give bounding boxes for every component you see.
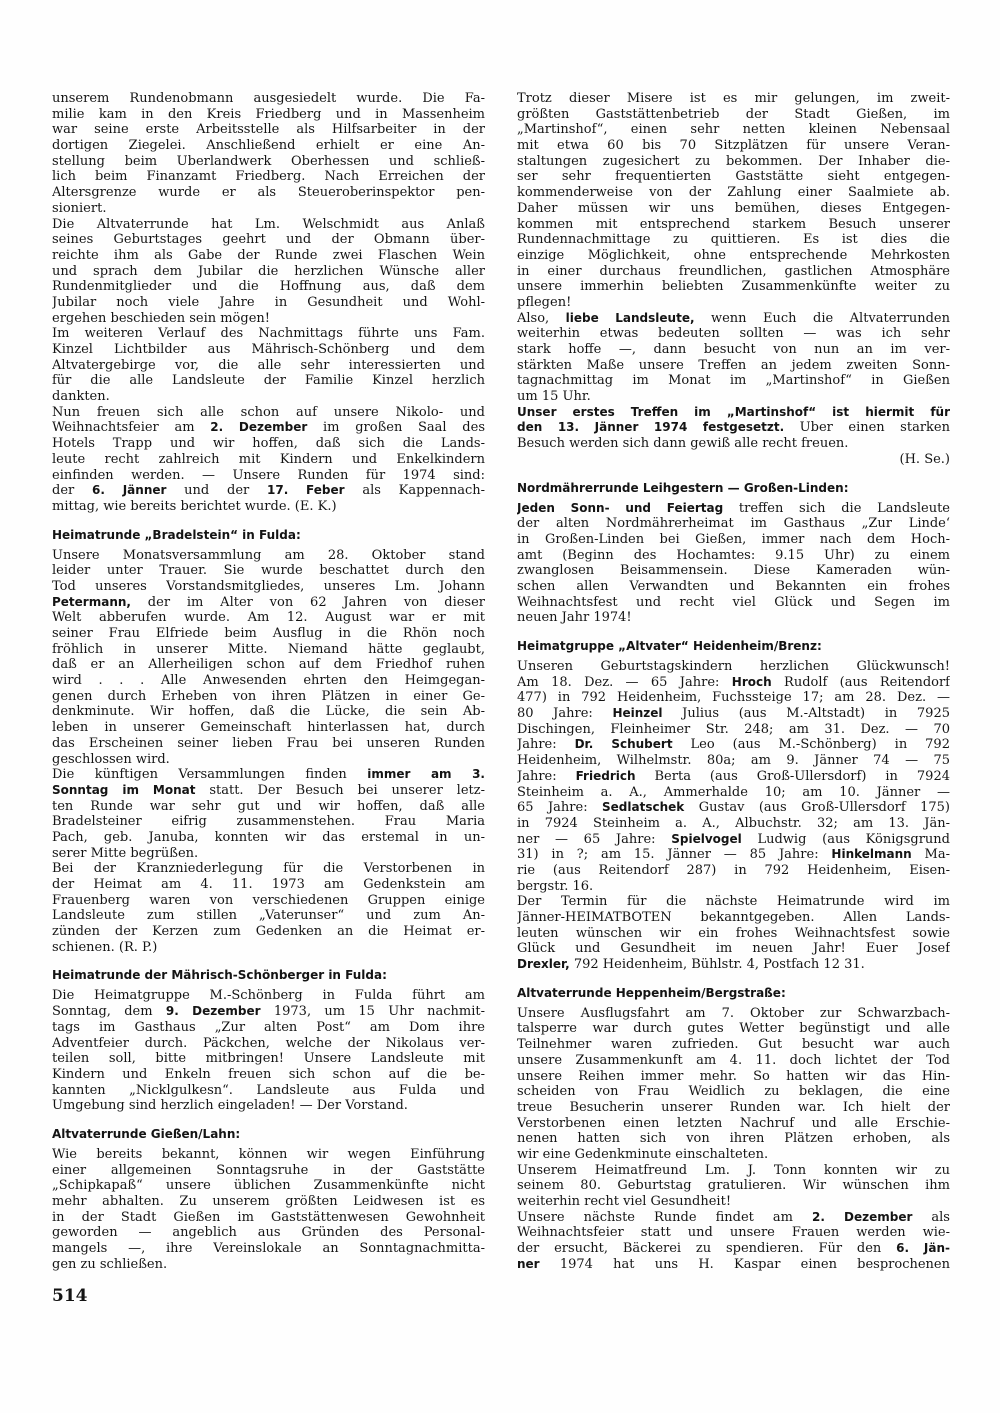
text-line: unsere immerhin beliebten Zusammenkünfte weiter zu	[517, 279, 950, 295]
bold-text: Sedlatschek	[602, 800, 685, 815]
text-segment: Berta (aus Groß-Ullersdorf) in 7924	[635, 768, 950, 784]
paragraph	[52, 988, 485, 1114]
text-line: der Heimat am 4. 11. 1973 am Gedenkstein am	[52, 877, 485, 892]
bold-text: Hroch	[731, 674, 772, 689]
paragraph	[52, 326, 485, 404]
text-line: Jubilar noch viele Jahre in Gesundheit und Wohl-	[52, 294, 485, 310]
text-line: Teilnehmer waren zufrieden. Gut besucht war auch	[517, 1037, 950, 1053]
text-line	[517, 1210, 950, 1226]
paragraph	[52, 1147, 485, 1273]
text-line: nenen hatten sich von ihren Plätzen erhoben, als	[517, 1131, 950, 1147]
text-line: leider unter Trauer. Sie wurde beschattet durch den	[52, 563, 485, 579]
text-line: unsere Zusammenkunft am 4. 11. doch lichtet der Tod	[517, 1052, 950, 1068]
bold-text: Hinkelmann	[831, 847, 912, 862]
text-line: denkminute. Wir hoffen, daß die Lücke, die sein Ab-	[52, 704, 485, 720]
text-segment: als	[912, 1209, 950, 1225]
section-heading: Heimatgruppe „Altvater“ Heidenheim/Brenz:	[517, 639, 822, 653]
text-line: für die alle Landsleute der Familie Kinzel herzlich	[52, 373, 485, 389]
bold-text: Dr. Schubert	[574, 737, 673, 752]
text-line: seinem 80. Geburtstag gratulieren. Wir wünschen ihm	[517, 1178, 950, 1194]
text-line: Wie bereits bekannt, können wir wegen Einführung	[52, 1146, 485, 1162]
text-line: unsere Reihen immer mehr. So hatten wir das Hin-	[517, 1068, 950, 1084]
bold-text: Drexler,	[517, 957, 570, 972]
text-line: Hotels Trapp und wir hoffen, daß sich die Lands-	[52, 436, 485, 452]
bold-text: Heinzel	[612, 706, 663, 721]
text-line	[517, 501, 950, 517]
text-line: Die Altvaterrunde hat Lm. Welschmidt aus Anlaß	[52, 216, 485, 232]
text-line: Bradelsteiner eifrig zusammenstehen. Frau Maria	[52, 814, 485, 830]
text-line: ten Runde war sehr gut und wir hoffen, daß alle	[52, 798, 485, 814]
text-line: in einer durchaus freundlichen, gastlichen Atmosphäre	[517, 263, 950, 279]
text-line: in Großen-Linden bei Gießen, immer nach dem Hoch-	[517, 531, 950, 547]
text-line: stark hoffe —, dann besucht von nun an im ver-	[517, 342, 950, 357]
paragraph	[52, 405, 485, 515]
text-segment: Unsere nächste Runde findet am	[517, 1209, 813, 1225]
text-line	[517, 405, 950, 421]
text-line: Der Termin für die nächste Heimatrunde wird im	[517, 894, 950, 910]
text-segment: Jahre:	[517, 737, 575, 753]
text-segment: der	[52, 483, 92, 499]
text-segment: der im Alter von 62 Jahren von dieser	[130, 594, 485, 610]
text-line: Altvatergebirge vor, die alle sehr interessierten und	[52, 357, 485, 373]
text-line: Landsleute zum stillen „Vaterunser“ und zum An-	[52, 908, 485, 924]
text-line: tags im Gasthaus „Zur alten Post“ am Dom ihre	[52, 1019, 485, 1035]
text-line: Kindern und Enkeln freuen sich schon auf die be-	[52, 1066, 485, 1082]
text-line: weiterhin etwas bedeuten sollten — was ich sehr	[517, 326, 950, 342]
text-line: reichte ihm als Gabe der Runde zwei Flaschen Wein	[52, 247, 485, 263]
section-heading: Altvaterrunde Gießen/Lahn:	[52, 1126, 241, 1141]
text-line: treue Besucherin unserer Runden war. Ich hielt der	[517, 1099, 950, 1115]
bold-text: den 13. Jänner 1974 festgesetzt.	[517, 420, 785, 435]
text-line: Kinzel Lichtbilder aus Mährisch-Schönberg und dem	[52, 342, 485, 357]
text-line: mehr abhalten. Zu unserem größten Leidwesen ist es	[52, 1194, 485, 1209]
text-line	[52, 783, 485, 799]
text-line: seiner Frau Elfriede beim Ausflug in die Rhön noch	[52, 626, 485, 641]
bold-text: 6. Jänner	[92, 483, 167, 498]
section-heading: Altvaterrunde Heppenheim/Bergstraße:	[517, 985, 786, 1000]
paragraph	[517, 501, 950, 627]
text-line	[517, 675, 950, 691]
text-line: Nun freuen sich alle schon auf unsere Nikolo- und	[52, 404, 485, 420]
text-line: neuen Jahr 1974!	[517, 610, 632, 626]
text-line: ergehen beschieden sein mögen!	[52, 310, 270, 326]
text-line	[517, 769, 950, 785]
text-line: gen zu schließen.	[52, 1256, 168, 1272]
text-line: Besuch werden sich dann gewiß alle recht freuen.	[517, 436, 849, 452]
text-line: genen durch Erheben von ihren Plätzen in einer Ge-	[52, 688, 485, 704]
text-segment: Ma-	[911, 847, 950, 863]
text-line	[517, 832, 950, 848]
text-segment: der ersucht, Bäckerei zu spendieren. Für den	[517, 1241, 897, 1257]
text-segment: statt. Der Besuch bei unserer letz-	[195, 782, 485, 798]
text-line: scheiden von Frau Weidlich zu beklagen, die eine	[517, 1084, 950, 1100]
text-line: mangels —, ihre Vereinslokale an Sonntagnachmitta-	[52, 1241, 485, 1257]
bold-text: Spielvogel	[671, 831, 742, 846]
text-line: dankten.	[52, 389, 110, 405]
bold-text: 2. Dezember	[210, 420, 308, 435]
text-line: leben in unserer Gemeinschaft hinterlassen hat, durch	[52, 720, 485, 736]
text-line: daß er an Allerheiligen schon auf dem Friedhof ruhen	[52, 657, 485, 673]
text-line: leuten wünschen wir ein frohes Weihnachtsfest sowie	[517, 925, 950, 941]
text-line: kannten „Nicklgulkesn“. Landsleute aus Fulda und	[52, 1082, 485, 1098]
text-line: pflegen!	[517, 294, 572, 310]
text-segment: 80 Jahre:	[517, 706, 613, 722]
text-line: „Martinshof“, einen sehr netten kleinen Nebensaal	[517, 122, 950, 138]
bold-text: 2. Dezember	[812, 1209, 913, 1224]
text-line	[517, 420, 950, 436]
bold-text: 6. Jän-	[896, 1241, 950, 1256]
text-line: Umgebung sind herzlich eingeladen! — Der Vorstand.	[52, 1098, 408, 1114]
bold-text: Sonntag im Monat	[52, 782, 196, 797]
text-line: einfinden werden. — Unsere Runden für 1974 sind:	[52, 467, 485, 483]
text-line: talsperre war durch gutes Wetter begünstigt und alle	[517, 1021, 950, 1037]
text-line: sioniert.	[52, 200, 107, 216]
paragraph	[52, 91, 485, 217]
text-line: in der Stadt Gießen im Gaststättenwesen Gewohnheit	[52, 1209, 485, 1225]
text-segment: 31) in ?; am 15. Jänner — 85 Jahre:	[517, 847, 832, 863]
text-line: größten Gaststättenbetrieb der Stadt Gießen, im	[517, 106, 950, 122]
text-line: Altersgrenze wurde er als Steueroberinspektor pen-	[52, 185, 485, 201]
author-initials: (H. Se.)	[899, 451, 950, 467]
text-line: Bei der Kranzniederlegung für die Verstorbenen in	[52, 861, 485, 877]
text-line	[52, 1004, 485, 1020]
paragraph	[517, 1163, 950, 1210]
text-segment: Julius (aus M.-Altstadt) in 7925	[662, 706, 950, 722]
text-line: Adventfeier durch. Päckchen, welche der Nikolaus ver-	[52, 1035, 485, 1051]
text-line	[517, 706, 950, 722]
text-segment: Also,	[517, 310, 566, 326]
text-segment: als Kappennach-	[344, 483, 485, 499]
text-line	[517, 800, 950, 816]
paragraph	[52, 217, 485, 327]
section-heading: Heimatrunde „Bradelstein“ in Fulda:	[52, 527, 301, 542]
text-line: Jänner-HEIMATBOTEN bekanntgegeben. Allen Lands-	[517, 910, 950, 925]
text-line: leute recht zahlreich mit Kindern und Enkelkindern	[52, 451, 485, 467]
text-line: Unseren Geburtstagskindern herzlichen Glückwunsch!	[517, 659, 950, 674]
paragraph	[52, 767, 485, 861]
text-line: seines Geburtstages geehrt und der Obmann über-	[52, 232, 485, 248]
text-line: zwanglosen Beisammensein. Diese Kameraden wün-	[517, 563, 950, 579]
text-segment: Ludwig (aus Königsgrund	[741, 831, 950, 847]
bold-text: Friedrich	[575, 768, 636, 783]
text-line: geschlossen wird.	[52, 751, 170, 767]
paragraph	[52, 861, 485, 955]
text-segment: Am 18. Dez. — 65 Jahre:	[517, 674, 732, 690]
paragraph	[517, 659, 950, 894]
text-segment: und der	[166, 483, 267, 499]
text-line	[52, 483, 485, 499]
paragraph	[52, 548, 485, 768]
text-line: der alten Nordmährerheimat im Gasthaus „Zur Linde‘	[517, 516, 950, 532]
text-line: Dischingen, Fleinheimer Str. 248; am 31. Dez. — 70	[517, 721, 950, 737]
text-line: um 15 Uhr.	[517, 389, 591, 405]
text-line: „Schipkapaß“ unsere üblichen Zusammenkünfte nicht	[52, 1178, 485, 1194]
text-line: mittag, wie bereits berichtet wurde. (E. K.)	[52, 498, 337, 514]
text-line: Unsere Ausflugsfahrt am 7. Oktober zur Schwarzbach-	[517, 1005, 950, 1021]
bold-text: 17. Feber	[267, 483, 345, 498]
text-line: zünden der Kerzen zum Gedenken an die Heimat er-	[52, 924, 485, 940]
text-segment: Leo (aus M.-Schönberg) in 792	[672, 737, 950, 753]
text-line: unserem Rundenobmann ausgesiedelt wurde. Die Fa-	[52, 91, 485, 106]
text-line: Unserem Heimatfreund Lm. J. Tonn konnten wir zu	[517, 1162, 950, 1178]
text-line: Welt abberufen wurde. Am 12. August war er mit	[52, 610, 485, 626]
text-line: Rundenmitglieder und die Hoffnung aus, daß dem	[52, 279, 485, 295]
text-line: schienen. (R. P.)	[52, 939, 158, 955]
bold-text: immer am 3.	[367, 767, 485, 782]
text-line	[517, 737, 950, 753]
text-segment: 1973, um 15 Uhr nachmit-	[260, 1004, 485, 1020]
text-line: Rundennachmittage zu quittieren. Es ist dies die	[517, 232, 950, 248]
text-line: Die Heimatgruppe M.-Schönberg in Fulda führt am	[52, 988, 485, 1004]
text-segment: treffen sich die Landsleute	[723, 500, 950, 516]
paragraph	[517, 1210, 950, 1273]
text-segment: ner — 65 Jahre:	[517, 831, 672, 847]
text-line: bergstr. 16.	[517, 878, 594, 894]
text-line: tagnachmittag im Monat im „Martinshof“ in Gießen	[517, 373, 950, 389]
section-heading: Nordmährerrunde Leihgestern — Großen-Linden:	[517, 480, 849, 495]
paragraph	[517, 405, 950, 452]
text-line: Verstorbenen einen letzten Nachruf und alle Erschie-	[517, 1115, 950, 1131]
text-line: Daher müssen wir uns bemühen, dieses Entgegen-	[517, 200, 950, 216]
bold-text: 9. Dezember	[165, 1004, 261, 1019]
text-segment: Rudolf (aus Reitendorf	[771, 674, 950, 690]
text-line: wird . . . Alle Anwesenden ehrten den Heimgegan-	[52, 673, 485, 689]
text-line: Heidenheim, Wilhelmstr. 80a; am 9. Jänner 74 — 75	[517, 753, 950, 769]
text-line: kommen mit entsprechend starkem Besuch unserer	[517, 216, 950, 232]
text-segment: 1974 hat uns H. Kaspar einen besprochenen	[539, 1256, 950, 1272]
text-line: Tod unseres Vorstandsmitgliedes, unseres Lm. Johann	[52, 578, 485, 594]
text-line: stärkten Maße unsere Treffen an jedem zweiten Sonn-	[517, 357, 950, 373]
text-line: und sprach dem Jubilar die herzlichen Wünsche aller	[52, 263, 485, 279]
text-line: Glück und Gesundheit im neuen Jahr! Euer Josef	[517, 941, 950, 957]
text-line: Im weiteren Verlauf des Nachmittags führte uns Fam.	[52, 326, 485, 342]
text-segment: 65 Jahre:	[517, 800, 603, 816]
paragraph	[517, 894, 950, 972]
text-segment: Gustav (aus Groß-Ullersdorf 175)	[684, 800, 950, 816]
text-segment: Sonntag, dem	[52, 1004, 166, 1020]
left-column	[52, 91, 485, 1272]
text-segment: Weihnachtsfeier am	[52, 420, 211, 436]
paragraph	[517, 311, 950, 405]
text-line: wir eine Gedenkminute einschalteten.	[517, 1146, 769, 1162]
text-line: teilen soll, bitte mitbringen! Unsere Landsleute mit	[52, 1051, 485, 1067]
text-line: Weihnachtsfeier statt und unsere Frauen werden wie-	[517, 1225, 950, 1241]
text-line: in 7924 Steinheim a. A., Albuchstr. 32; am 13. Jän-	[517, 815, 950, 831]
bold-text: Jeden Sonn- und Feiertag	[517, 500, 724, 515]
text-line	[52, 420, 485, 436]
text-line: amt (Beginn des Hochamtes: 9.15 Uhr) zu einem	[517, 547, 950, 563]
paragraph	[517, 1006, 950, 1163]
text-segment: im großen Saal des	[307, 420, 485, 436]
bold-text: Unser erstes Treffen im „Martinshof“ ist hiermit für	[517, 404, 950, 419]
text-line	[52, 767, 485, 783]
text-line: das Erscheinen seiner lieben Frau bei unseren Runden	[52, 735, 485, 751]
text-line: fröhlich in unserer Mitte. Niemand hätte geglaubt,	[52, 641, 485, 657]
bold-text: liebe Landsleute,	[565, 310, 695, 325]
text-line: rie (aus Reitendorf 287) in 792 Heidenheim, Eisen-	[517, 862, 950, 878]
text-line: lich beim Finanzamt Friedberg. Nach Erreichen der	[52, 169, 485, 185]
text-line: war seine erste Arbeitsstelle als Hilfsarbeiter in der	[52, 122, 485, 138]
text-segment: 792 Heidenheim, Bühlstr. 4, Postfach 12 31.	[569, 957, 865, 973]
page-number: 514	[52, 1286, 88, 1306]
text-line: Unsere Monatsversammlung am 28. Oktober stand	[52, 547, 485, 563]
text-segment: Die künftigen Versammlungen finden	[52, 767, 368, 783]
section-heading: Heimatrunde der Mährisch-Schönberger in Fulda:	[52, 968, 387, 983]
paragraph	[517, 91, 950, 311]
bold-text: Petermann,	[52, 594, 131, 609]
text-line: Trotz dieser Misere ist es mir gelungen, im zweit-	[517, 91, 950, 106]
text-line: staltungen zugesichert zu bekommen. Der Inhaber die-	[517, 153, 950, 169]
text-line: kommenderweise von der Zahlung einer Saalmiete ab.	[517, 185, 950, 201]
text-line	[517, 311, 950, 327]
text-line: einer allgemeinen Sonntagsruhe in der Gaststätte	[52, 1162, 485, 1178]
text-line: Weihnachtsfest und recht viel Glück und Segen im	[517, 594, 950, 610]
right-column	[517, 91, 950, 1272]
text-segment: Über einen starken	[784, 420, 950, 436]
text-line: geworden — angeblich aus Gründen des Personal-	[52, 1225, 485, 1241]
text-segment: wenn Euch die Altvaterrunden	[694, 310, 950, 326]
text-segment: Jahre:	[517, 768, 576, 784]
text-line: mit etwa 60 bis 70 Sitzplätzen für unsere Veran-	[517, 138, 950, 154]
text-line	[517, 1241, 950, 1257]
text-line: milie kam in den Kreis Friedberg und in Massenheim	[52, 106, 485, 122]
text-line: schen allen Verwandten und Bekannten ein frohes	[517, 578, 950, 594]
text-line	[517, 1257, 950, 1273]
text-line	[517, 847, 950, 863]
text-line: ser sehr frequentierten Gaststätte sieht entgegen-	[517, 169, 950, 185]
text-line: Steinheim a. A., Ammerhalde 10; am 10. Jänner —	[517, 784, 950, 800]
text-line: einzige Möglichkeit, ohne entsprechende Mehrkosten	[517, 247, 950, 263]
text-line: 477) in 792 Heidenheim, Fuchssteige 17; am 28. Dez. —	[517, 690, 950, 706]
text-line: Pach, geb. Januba, konnten wir das erstemal in un-	[52, 829, 485, 845]
bold-text: ner	[517, 1256, 540, 1271]
text-line	[517, 957, 950, 973]
text-line	[52, 595, 485, 611]
text-line: weiterhin recht viel Gesundheit!	[517, 1194, 732, 1209]
text-line: Frauenberg waren von verschiedenen Gruppen einige	[52, 892, 485, 908]
text-line: dortigen Ziegelei. Anschließend erhielt er eine An-	[52, 138, 485, 154]
text-line: stellung beim Überlandwerk Oberhessen und schließ-	[52, 153, 485, 169]
text-line: serer Mitte begrüßen.	[52, 845, 199, 861]
